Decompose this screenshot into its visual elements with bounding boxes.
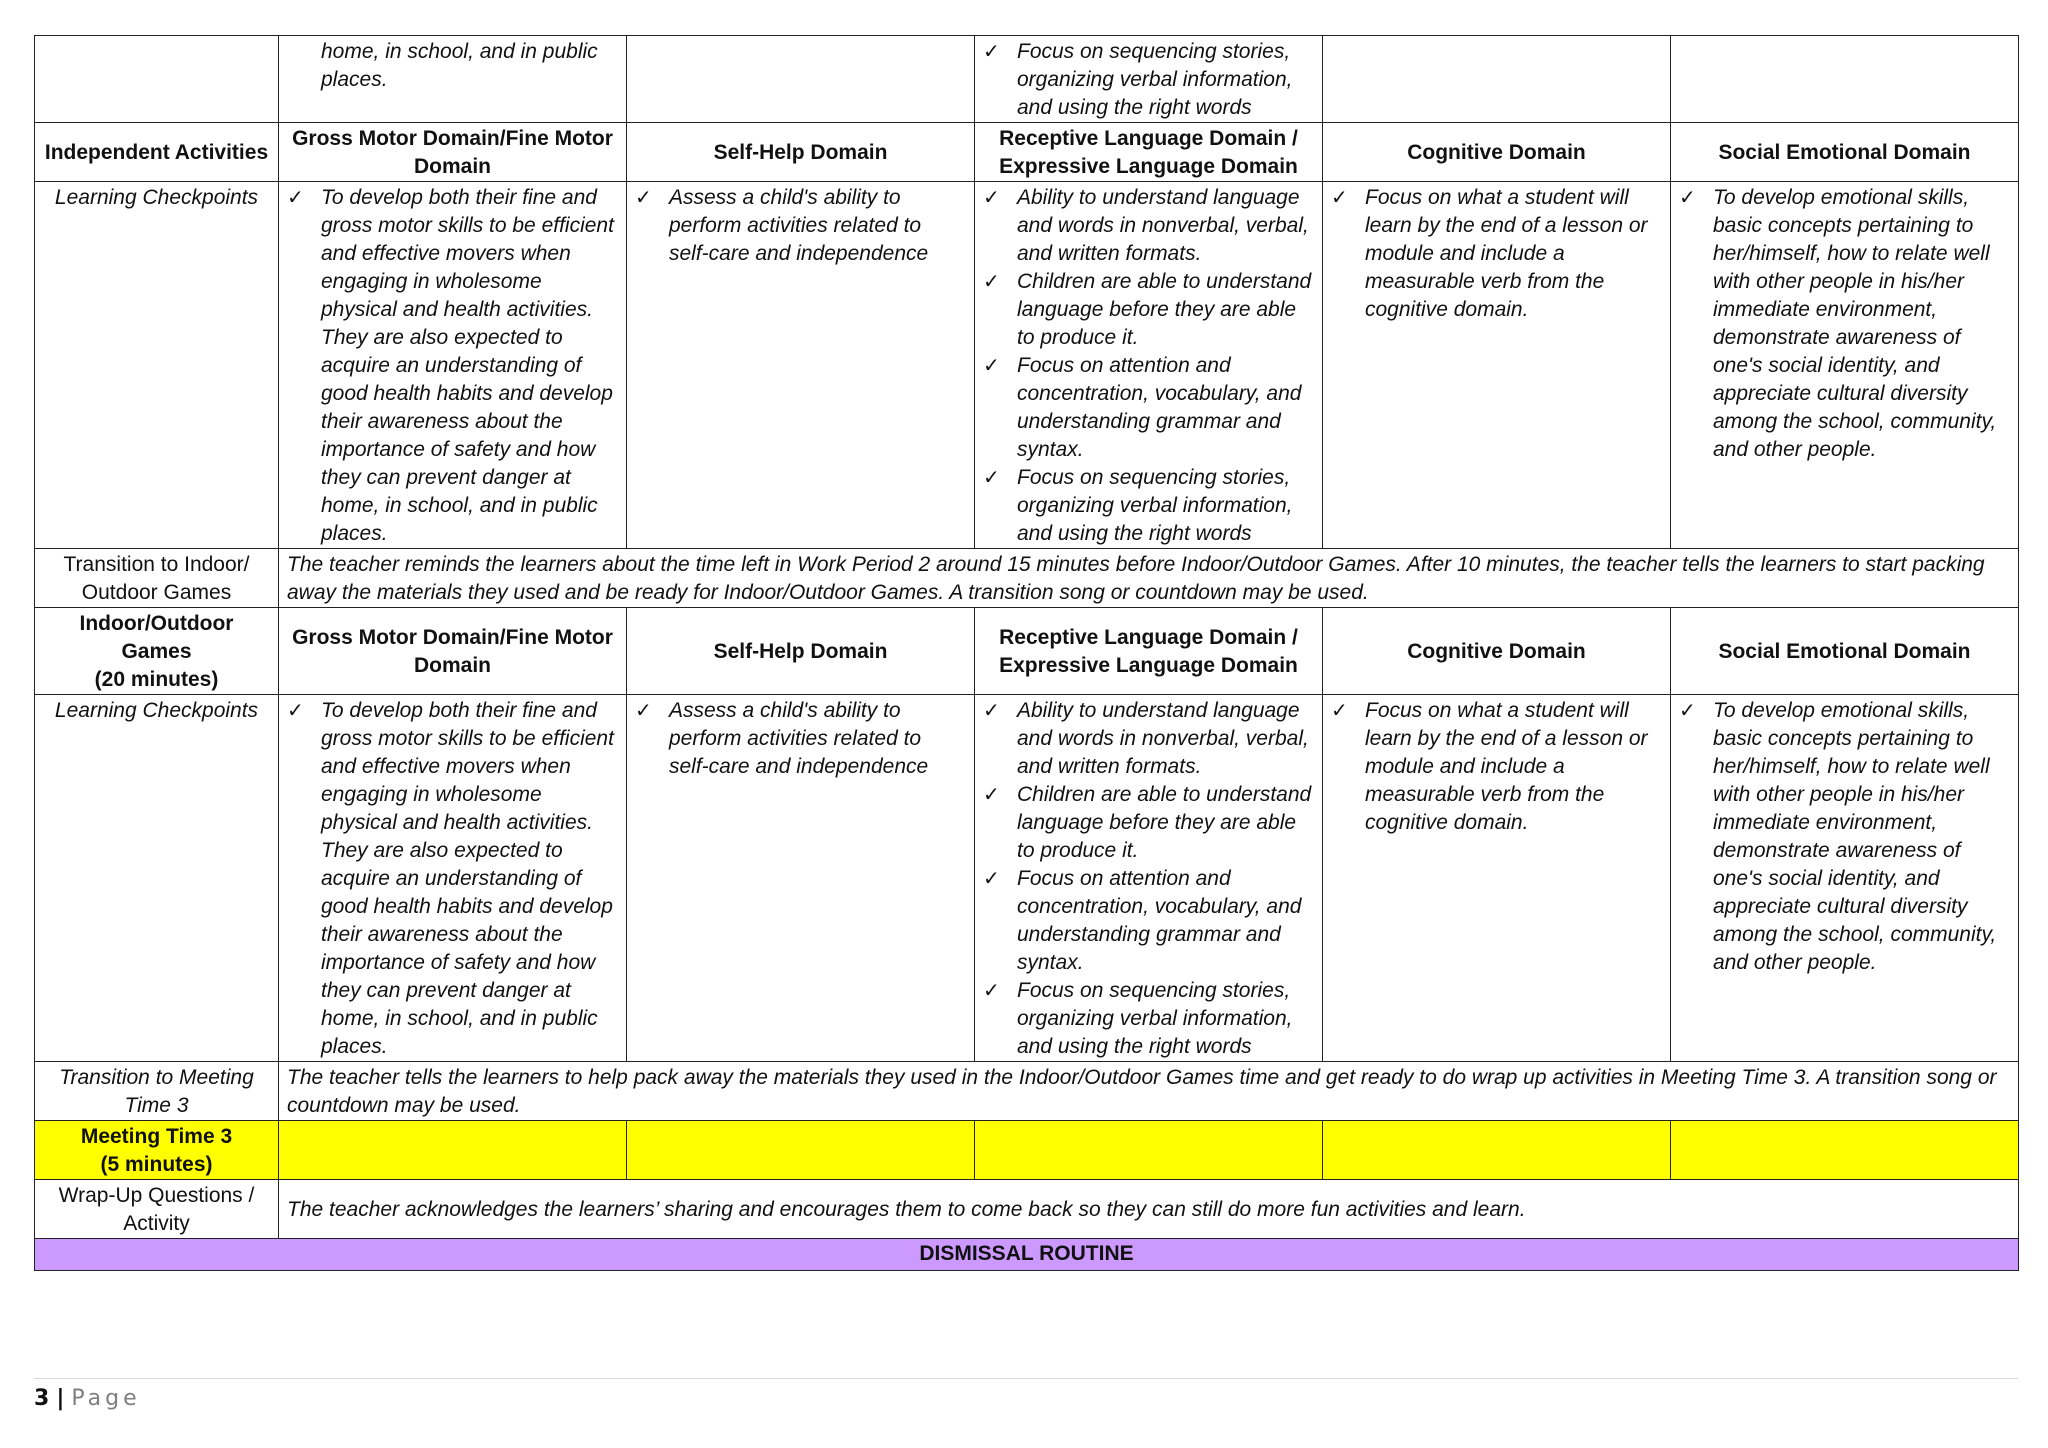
list-item bbox=[983, 184, 1314, 268]
list-item bbox=[983, 697, 1314, 781]
meeting-empty-cell bbox=[975, 1121, 1323, 1180]
continuation-receptive-list bbox=[983, 38, 1314, 122]
wrapup-row bbox=[35, 1180, 2019, 1239]
continuation-row bbox=[35, 36, 2019, 123]
list-item-text: Children are able to understand language before they are able to produce it. bbox=[1017, 783, 1312, 862]
transition-meeting-text: The teacher tells the learners to help pack away the materials they used in the Indoor/Outdoor Games time and get ready to do wrap up activities in Meeting Time 3. A transition song or countdown may be used. bbox=[279, 1062, 2019, 1121]
list-item bbox=[287, 697, 618, 1061]
receptive-language-heading: Receptive Language Domain / Expressive Language Domain bbox=[975, 608, 1323, 695]
lesson-plan-table bbox=[34, 35, 2018, 1271]
social-checkpoint-text: To develop emotional skills, basic concepts pertaining to her/himself, how to relate well with other people in his/her immediate environment, demonstrate awareness of one's social identity, and appreciate cultural diversity among the school, community, and other people. bbox=[1713, 699, 1997, 974]
gross-checkpoint-cell bbox=[279, 695, 627, 1062]
list-item bbox=[983, 268, 1314, 352]
wrapup-text: The teacher acknowledges the learners’ sharing and encourages them to come back so they can still do more fun activities and learn. bbox=[279, 1180, 2019, 1239]
list-item bbox=[1331, 184, 1662, 324]
check-icon: ✓ bbox=[983, 355, 1000, 377]
list-item-text: Ability to understand language and words in nonverbal, verbal, and written formats. bbox=[1017, 186, 1309, 265]
receptive-checkpoint-cell bbox=[975, 695, 1323, 1062]
check-icon: ✓ bbox=[287, 700, 304, 722]
social-checkpoint-cell bbox=[1671, 695, 2019, 1062]
indoor-outdoor-title: Indoor/Outdoor Games bbox=[79, 612, 234, 663]
independent-header-row bbox=[35, 123, 2019, 182]
meeting-empty-cell bbox=[1323, 1121, 1671, 1180]
social-checkpoint-cell bbox=[1671, 182, 2019, 549]
check-icon: ✓ bbox=[1331, 187, 1348, 209]
meeting-time-title: Meeting Time 3 bbox=[80, 1125, 233, 1148]
check-icon: ✓ bbox=[1679, 700, 1696, 722]
learning-checkpoints-label: Learning Checkpoints bbox=[35, 182, 279, 549]
check-icon: ✓ bbox=[287, 187, 304, 209]
meeting-empty-cell bbox=[1671, 1121, 2019, 1180]
receptive-language-heading: Receptive Language Domain / Expressive Language Domain bbox=[975, 123, 1323, 182]
list-item-text: Focus on sequencing stories, organizing verbal information, and using the right words bbox=[1017, 979, 1293, 1058]
gross-motor-heading: Gross Motor Domain/Fine Motor Domain bbox=[279, 123, 627, 182]
check-icon: ✓ bbox=[983, 700, 1000, 722]
transition-meeting-label: Transition to Meeting Time 3 bbox=[35, 1062, 279, 1121]
check-icon: ✓ bbox=[983, 868, 1000, 890]
selfhelp-checkpoint-text: Assess a child's ability to perform activities related to self-care and independence bbox=[669, 699, 929, 778]
social-emotional-heading: Social Emotional Domain bbox=[1671, 123, 2019, 182]
list-item bbox=[1679, 697, 2010, 977]
cognitive-checkpoint-text: Focus on what a student will learn by the end of a lesson or module and include a measurable verb from the cognitive domain. bbox=[1365, 699, 1648, 834]
gross-checkpoint-text: To develop both their fine and gross motor skills to be efficient and effective movers when engaging in wholesome physical and health activities. They are also expected to acquire an understanding of good health habits and develop their awareness about the importance of safety and how they can prevent danger at home, in school, and in public places. bbox=[321, 699, 614, 1058]
list-item-text: Focus on attention and concentration, vocabulary, and understanding grammar and syntax. bbox=[1017, 354, 1302, 461]
list-item-text: Focus on sequencing stories, organizing verbal information, and using the right words bbox=[1017, 466, 1293, 545]
cognitive-checkpoint-text: Focus on what a student will learn by the end of a lesson or module and include a measurable verb from the cognitive domain. bbox=[1365, 186, 1648, 321]
list-item-text: Focus on sequencing stories, organizing verbal information, and using the right words bbox=[1017, 40, 1293, 119]
continuation-receptive-cell bbox=[975, 36, 1323, 123]
continuation-label-cell bbox=[35, 36, 279, 123]
transition-games-label: Transition to Indoor/ Outdoor Games bbox=[35, 549, 279, 608]
check-icon: ✓ bbox=[1679, 187, 1696, 209]
check-icon: ✓ bbox=[983, 41, 1000, 63]
continuation-gross-cell bbox=[279, 36, 627, 123]
social-emotional-heading: Social Emotional Domain bbox=[1671, 608, 2019, 695]
footer-divider bbox=[34, 1378, 2018, 1379]
meeting-empty-cell bbox=[279, 1121, 627, 1180]
continuation-gross-line-2: places. bbox=[321, 68, 388, 91]
indoor-outdoor-header-row bbox=[35, 608, 2019, 695]
dismissal-routine-heading: DISMISSAL ROUTINE bbox=[35, 1239, 2019, 1271]
checkpoints-row bbox=[35, 182, 2019, 549]
list-item bbox=[1679, 184, 2010, 464]
list-item bbox=[983, 865, 1314, 977]
self-help-heading: Self-Help Domain bbox=[627, 123, 975, 182]
gross-checkpoint-text: To develop both their fine and gross motor skills to be efficient and effective movers when engaging in wholesome physical and health activities. They are also expected to acquire an understanding of good health habits and develop their awareness about the importance of safety and how they can prevent danger at home, in school, and in public places. bbox=[321, 186, 614, 545]
dismissal-row bbox=[35, 1239, 2019, 1271]
list-item-text: Ability to understand language and words in nonverbal, verbal, and written formats. bbox=[1017, 699, 1309, 778]
cognitive-heading: Cognitive Domain bbox=[1323, 123, 1671, 182]
check-icon: ✓ bbox=[983, 980, 1000, 1002]
transition-meeting-row bbox=[35, 1062, 2019, 1121]
list-item-text: Children are able to understand language before they are able to produce it. bbox=[1017, 270, 1312, 349]
social-checkpoint-text: To develop emotional skills, basic concepts pertaining to her/himself, how to relate well with other people in his/her immediate environment, demonstrate awareness of one's social identity, and appreciate cultural diversity among the school, community, and other people. bbox=[1713, 186, 1997, 461]
independent-activities-heading: Independent Activities bbox=[35, 123, 279, 182]
indoor-outdoor-heading bbox=[35, 608, 279, 695]
meeting-time-duration: (5 minutes) bbox=[100, 1153, 213, 1176]
selfhelp-checkpoint-cell bbox=[627, 182, 975, 549]
check-icon: ✓ bbox=[983, 467, 1000, 489]
cognitive-checkpoint-cell bbox=[1323, 182, 1671, 549]
meeting-empty-cell bbox=[627, 1121, 975, 1180]
cognitive-checkpoint-cell bbox=[1323, 695, 1671, 1062]
list-item bbox=[983, 977, 1314, 1061]
wrapup-label: Wrap-Up Questions / Activity bbox=[35, 1180, 279, 1239]
selfhelp-checkpoint-cell bbox=[627, 695, 975, 1062]
list-item bbox=[635, 184, 966, 268]
footer-separator: | bbox=[56, 1386, 65, 1411]
transition-games-row bbox=[35, 549, 2019, 608]
learning-checkpoints-label: Learning Checkpoints bbox=[35, 695, 279, 1062]
list-item bbox=[635, 697, 966, 781]
check-icon: ✓ bbox=[1331, 700, 1348, 722]
page-footer bbox=[34, 1386, 141, 1411]
list-item bbox=[287, 184, 618, 548]
receptive-checkpoint-cell bbox=[975, 182, 1323, 549]
gross-motor-heading: Gross Motor Domain/Fine Motor Domain bbox=[279, 608, 627, 695]
page-number: 3 bbox=[34, 1386, 50, 1411]
transition-games-text: The teacher reminds the learners about the time left in Work Period 2 around 15 minutes before Indoor/Outdoor Games. After 10 minutes, the teacher tells the learners to start packing away the materials they used and be ready for Indoor/Outdoor Games. A transition song or countdown may be used. bbox=[279, 549, 2019, 608]
check-icon: ✓ bbox=[635, 700, 652, 722]
checkpoints-row bbox=[35, 695, 2019, 1062]
continuation-selfhelp-cell bbox=[627, 36, 975, 123]
self-help-heading: Self-Help Domain bbox=[627, 608, 975, 695]
list-item bbox=[983, 464, 1314, 548]
list-item bbox=[983, 352, 1314, 464]
list-item-text: Focus on attention and concentration, vocabulary, and understanding grammar and syntax. bbox=[1017, 867, 1302, 974]
continuation-gross-line-1: home, in school, and in public bbox=[321, 40, 598, 63]
indoor-outdoor-duration: (20 minutes) bbox=[94, 668, 219, 691]
meeting-time-heading bbox=[35, 1121, 279, 1180]
page-word: Page bbox=[71, 1386, 141, 1411]
continuation-cognitive-cell bbox=[1323, 36, 1671, 123]
cognitive-heading: Cognitive Domain bbox=[1323, 608, 1671, 695]
check-icon: ✓ bbox=[983, 271, 1000, 293]
list-item bbox=[983, 38, 1314, 122]
check-icon: ✓ bbox=[983, 187, 1000, 209]
check-icon: ✓ bbox=[983, 784, 1000, 806]
continuation-social-cell bbox=[1671, 36, 2019, 123]
list-item bbox=[1331, 697, 1662, 837]
gross-checkpoint-cell bbox=[279, 182, 627, 549]
meeting-time-row bbox=[35, 1121, 2019, 1180]
selfhelp-checkpoint-text: Assess a child's ability to perform activities related to self-care and independence bbox=[669, 186, 929, 265]
check-icon: ✓ bbox=[635, 187, 652, 209]
list-item bbox=[983, 781, 1314, 865]
